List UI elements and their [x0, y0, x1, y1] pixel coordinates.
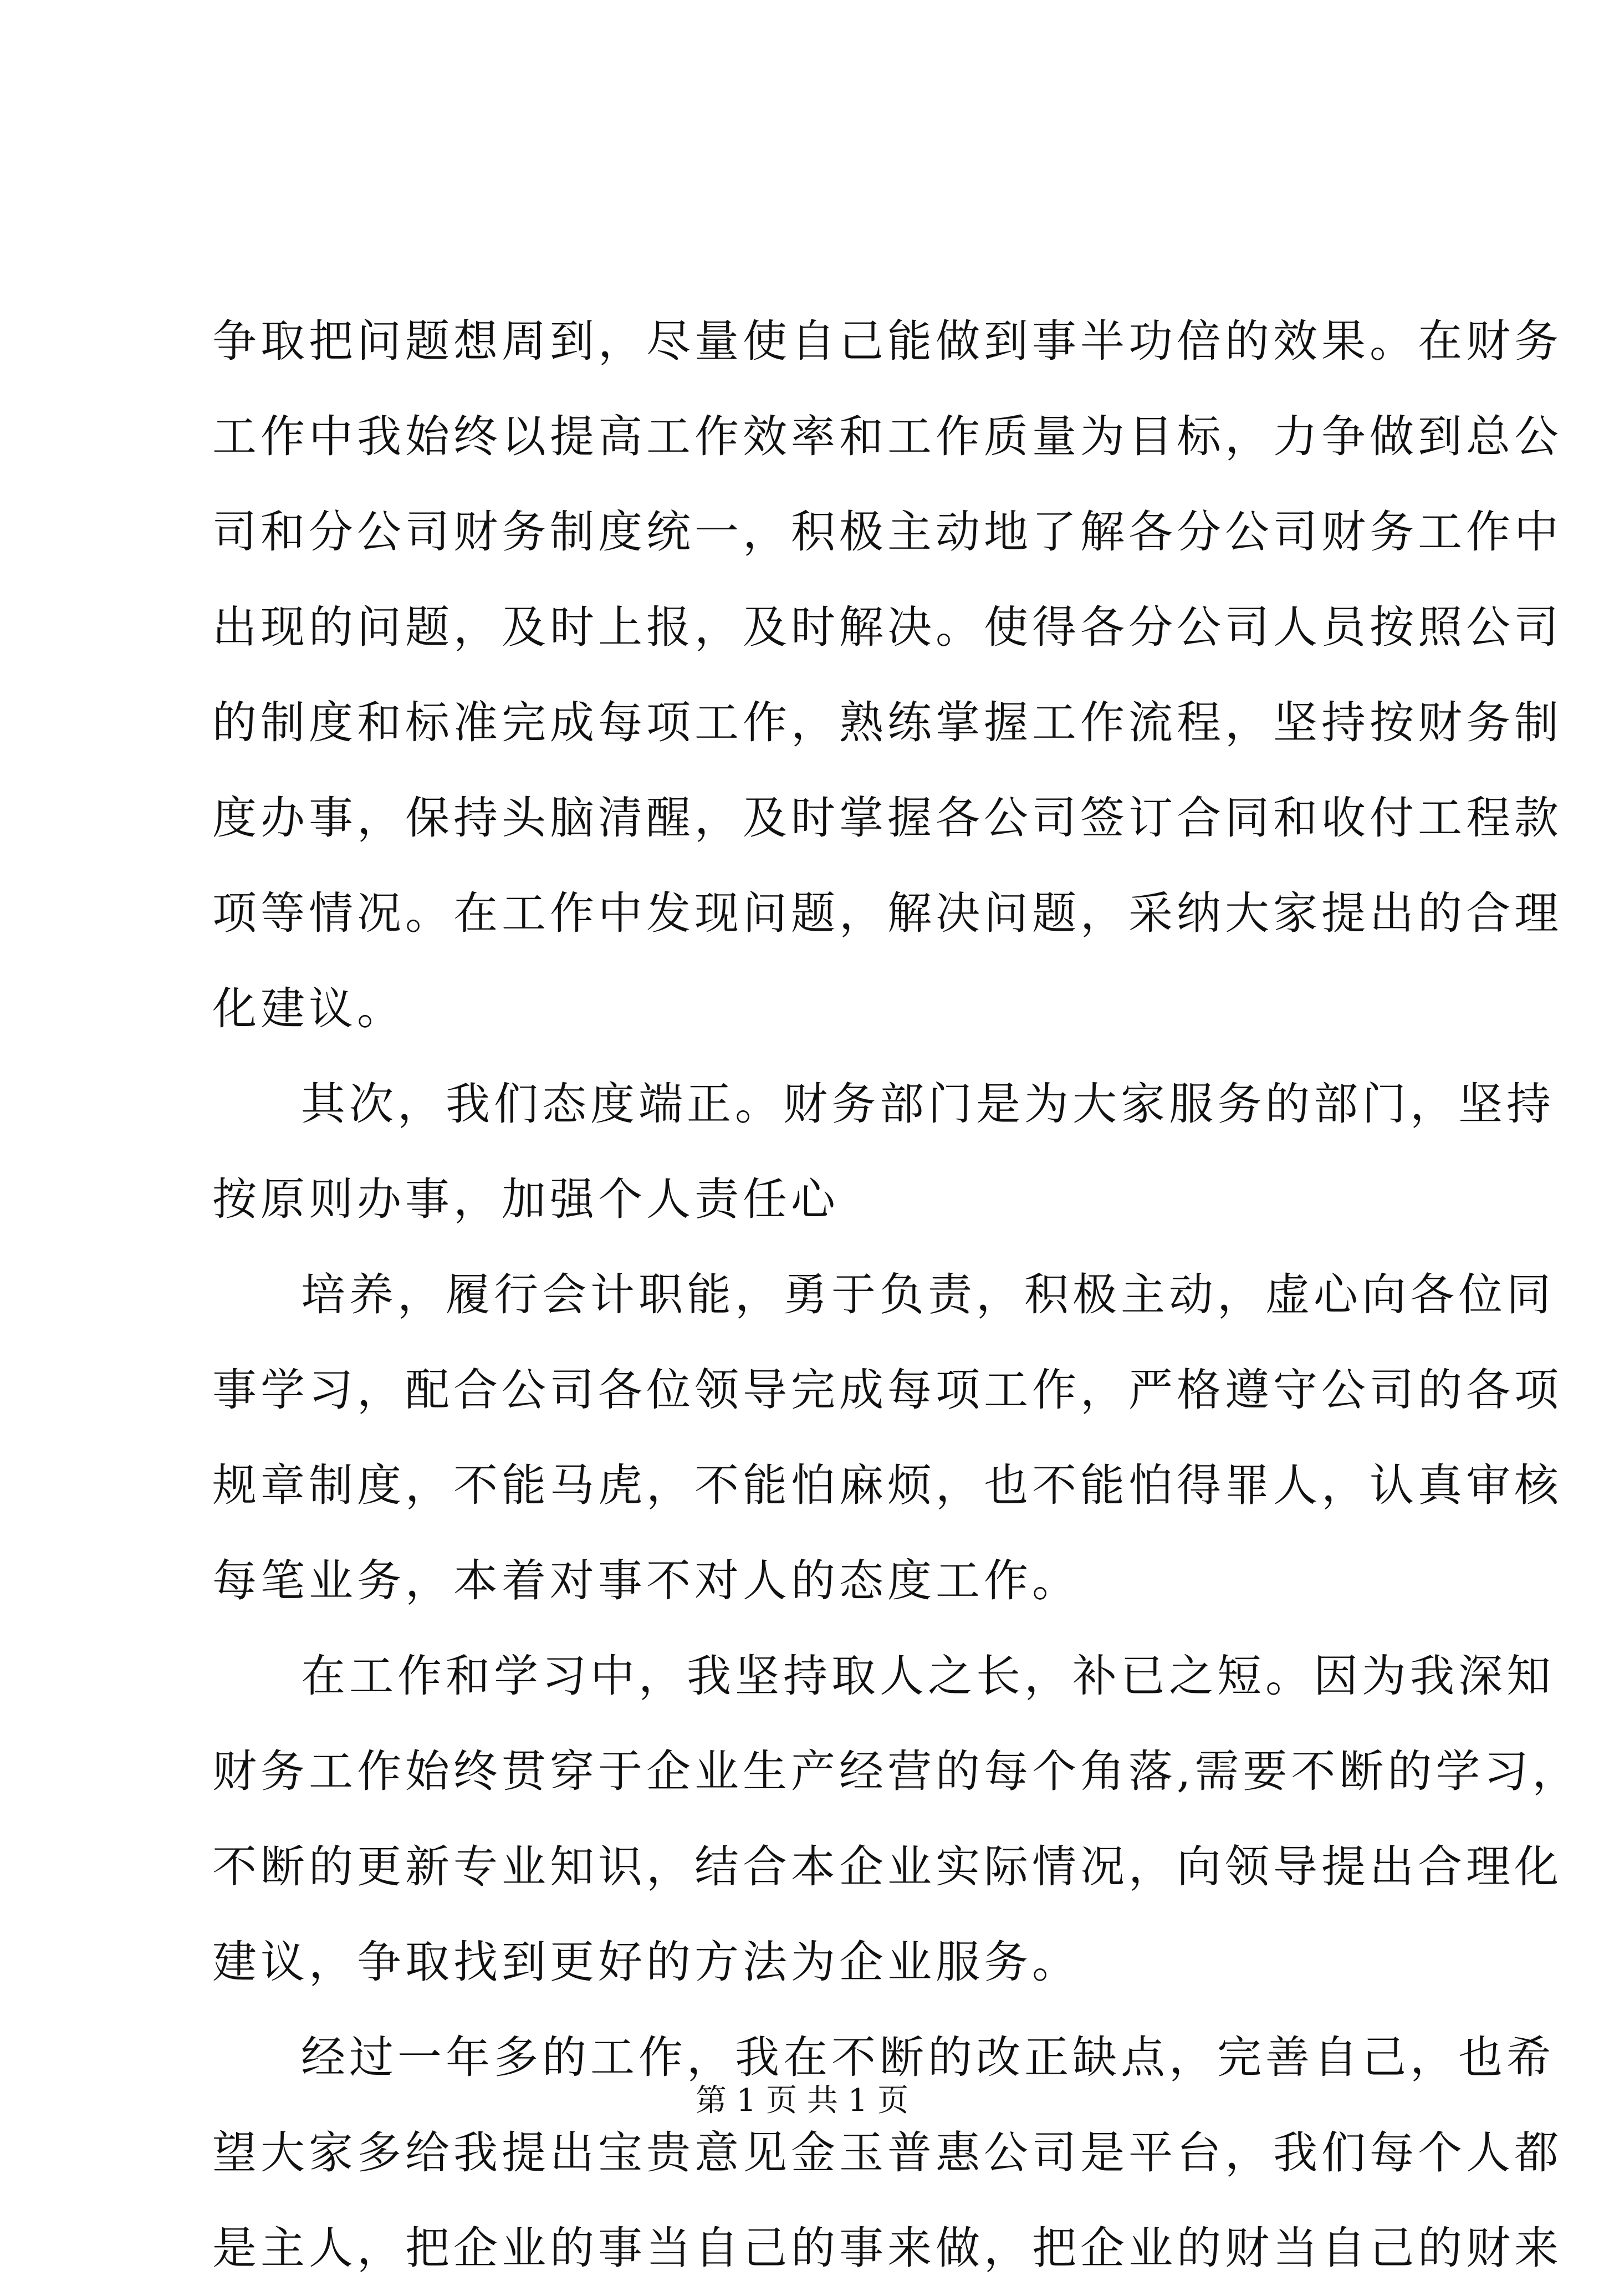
text-line: 化建议。	[212, 983, 405, 1034]
text-line: 度办事，保持头脑清醒，及时掌握各公司签订合同和收付工程款	[212, 792, 1562, 844]
text-line: 是主人，把企业的事当自己的事来做，把企业的财当自己的财来	[212, 2222, 1562, 2274]
text-line: 事学习，配合公司各位领导完成每项工作，严格遵守公司的各项	[212, 1364, 1562, 1416]
text-line: 工作中我始终以提高工作效率和工作质量为目标，力争做到总公	[212, 411, 1562, 462]
text-line: 项等情况。在工作中发现问题，解决问题，采纳大家提出的合理	[212, 887, 1562, 939]
paragraph-start-line: 经过一年多的工作，我在不断的改正缺点，完善自己，也希	[301, 2032, 1555, 2083]
paragraph-start-line: 其次，我们态度端正。财务部门是为大家服务的部门，坚持	[301, 1078, 1555, 1130]
text-line: 财务工作始终贯穿于企业生产经营的每个角落,需要不断的学习，	[212, 1746, 1581, 1797]
text-line: 每笔业务，本着对事不对人的态度工作。	[212, 1555, 1080, 1606]
document-body	[212, 294, 1581, 2296]
page-number-footer: 第 1 页 共 1 页	[695, 2083, 909, 2119]
text-line: 规章制度，不能马虎，不能怕麻烦，也不能怕得罪人，认真审核	[212, 1460, 1562, 1511]
text-line: 不断的更新专业知识，结合本企业实际情况，向领导提出合理化	[212, 1841, 1562, 1892]
text-line: 的制度和标准完成每项工作，熟练掌握工作流程，坚持按财务制	[212, 697, 1562, 748]
text-line: 望大家多给我提出宝贵意见金玉普惠公司是平台，我们每个人都	[212, 2127, 1562, 2178]
paragraph-start-line: 在工作和学习中，我坚持取人之长，补已之短。因为我深知	[301, 1650, 1555, 1702]
text-line: 争取把问题想周到，尽量使自己能做到事半功倍的效果。在财务	[212, 315, 1562, 367]
paragraph-start-line: 培养，履行会计职能，勇于负责，积极主动，虚心向各位同	[301, 1269, 1555, 1320]
text-line: 建议，争取找到更好的方法为企业服务。	[212, 1936, 1080, 1988]
text-line: 按原则办事，加强个人责任心	[212, 1173, 839, 1225]
text-line: 司和分公司财务制度统一，积极主动地了解各分公司财务工作中	[212, 506, 1562, 558]
text-line: 出现的问题，及时上报，及时解决。使得各分公司人员按照公司	[212, 601, 1562, 653]
